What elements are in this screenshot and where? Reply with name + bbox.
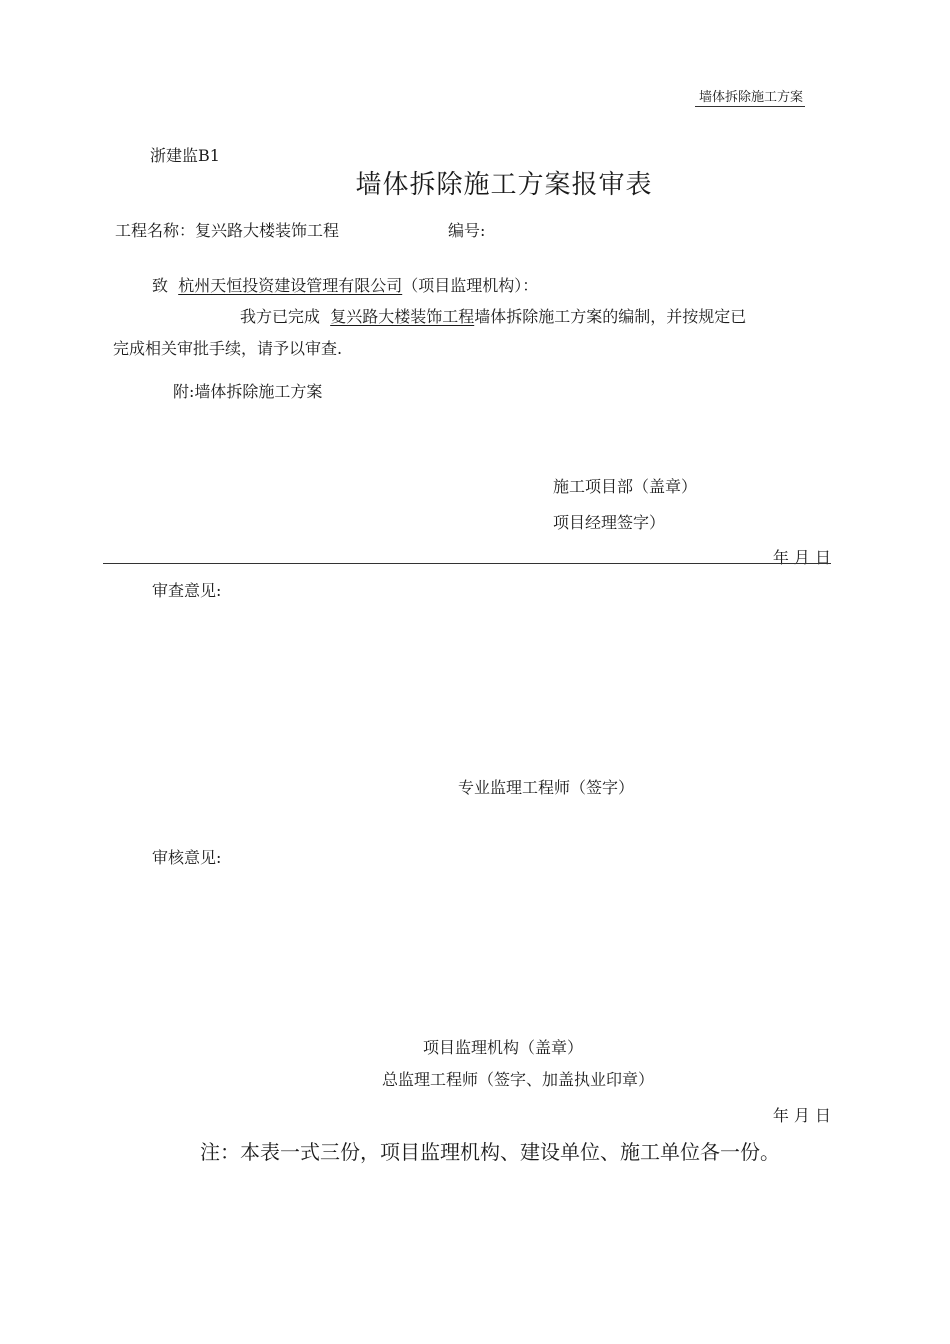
body-prefix: 我方已完成 (240, 307, 321, 326)
project-label: 工程名称： (115, 221, 196, 240)
recipient-line (152, 273, 538, 296)
recipient-suffix: （项目监理机构）： (402, 276, 539, 295)
form-code: 浙建监B1 (150, 146, 220, 165)
form-title: 墙体拆除施工方案报审表 (355, 170, 653, 200)
body-project-name: 复兴路大楼装饰工程 (330, 307, 475, 326)
project-name: 复兴路大楼装饰工程 (195, 221, 340, 240)
contractor-date: 年 月 日 (772, 548, 831, 567)
project-manager-sign: 项目经理签字） (553, 513, 666, 532)
number-label: 编号: (448, 221, 486, 240)
project-name-row (115, 218, 339, 241)
section-divider (103, 563, 831, 564)
body-line-2: 完成相关审批手续，请予以审查. (113, 339, 343, 358)
footnote: 注：本表一式三份，项目监理机构、建设单位、施工单位各一份。 (200, 1140, 780, 1164)
review-engineer-sign: 专业监理工程师（签字） (458, 778, 635, 797)
supervision-org-seal: 项目监理机构（盖章） (423, 1038, 584, 1057)
review-opinion-label: 审查意见: (152, 581, 222, 600)
recipient-name: 杭州天恒投资建设管理有限公司 (178, 276, 403, 295)
body-rest: 墙体拆除施工方案的编制，并按规定已 (474, 307, 747, 326)
body-line-1 (240, 304, 746, 327)
attachment-line: 附:墙体拆除施工方案 (173, 382, 323, 401)
contractor-dept-seal: 施工项目部（盖章） (553, 477, 698, 496)
chief-engineer-sign: 总监理工程师（签字、加盖执业印章） (382, 1070, 655, 1089)
audit-date: 年 月 日 (772, 1106, 831, 1125)
audit-opinion-label: 审核意见: (152, 848, 222, 867)
document-header: 墙体拆除施工方案 (695, 86, 805, 107)
to-prefix: 致 (152, 276, 169, 295)
